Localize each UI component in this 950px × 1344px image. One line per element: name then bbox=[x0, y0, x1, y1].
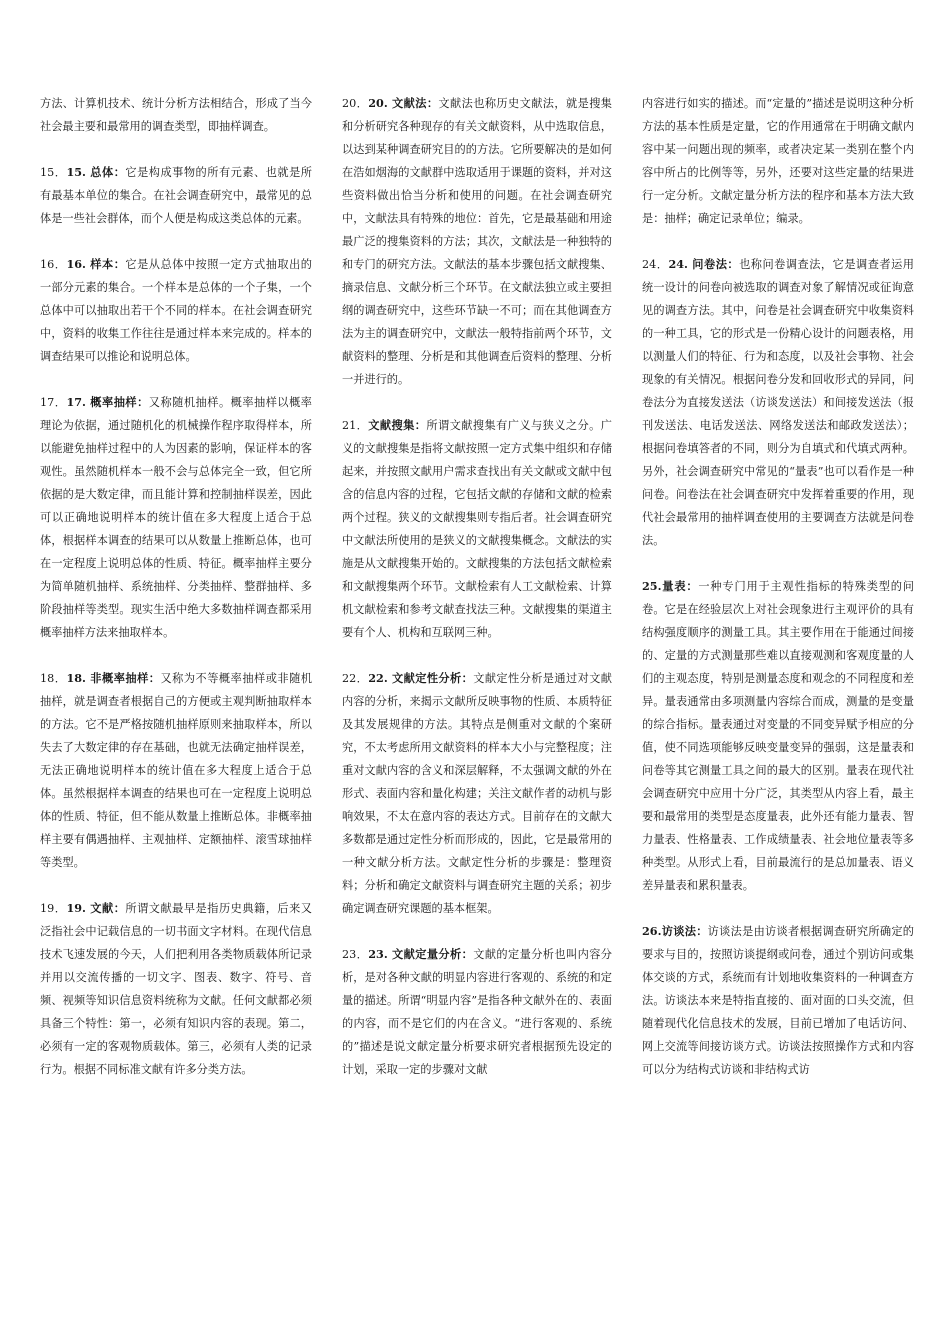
entry-number: 21． bbox=[342, 419, 369, 432]
entry-text: 它是构成事物的所有元素、也就是所有最基本单位的集合。在社会调查研究中，最常见的总体是一些社会群体，而个人便是构成这类总体的元素。 bbox=[40, 166, 312, 225]
entry-continued-text bbox=[40, 92, 312, 138]
entry-term: 15. 总体： bbox=[66, 165, 126, 179]
entry-scale bbox=[642, 575, 914, 897]
entry-text: 又称为不等概率抽样或非随机抽样，就是调查者根据自己的方便或主观判断抽取样本的方法。它不是严格按随机抽样原则来抽取样本，所以失去了大数定律的存在基础，也就无法确定抽样误差，无法正确地说明样本的统计值在多大程度上适合于总体。虽然根据样本调查的结果也可在一定程度上说明总体的性质、特征，但不能从数量上推断总体。非概率抽样主要有偶遇抽样、主观抽样、定额抽样、滚雪球抽样等类型。 bbox=[40, 672, 312, 869]
entry-text: 所谓文献搜集有广义与狭义之分。广义的文献搜集是指将文献按照一定方式集中组织和存储起来，并按照文献用户需求查找出有关文献或文献中包含的信息内容的过程，它包括文献的存储和文献的检索两个过程。狭义的文献搜集则专指后者。社会调查研究中文献法所使用的是狭义的文献搜集概念。文献法的实施是从文献搜集开始的。文献搜集的方法包括文献检索和文献搜集两个环节。文献检索有人工文献检索、计算机文献检索和参考文献查找法三种。文献搜集的渠道主要有个人、机构和互联网三种。 bbox=[342, 419, 612, 639]
entry-term: 25.量表： bbox=[642, 579, 699, 593]
entry-sample bbox=[40, 253, 312, 368]
entry-number: 22． bbox=[342, 672, 369, 685]
entry-text: 一种专门用于主观性指标的特殊类型的问卷。它是在经验层次上对社会现象进行主观评价的具有结构强度顺序的测量工具。其主要作用在于能通过间接的、定量的方式测量那些难以直接观测和客观度量的人们的主观态度，特别是测量态度和观念的不同程度和差异。量表通常由多项测量内容综合而成，测量的是变量的综合指标。量表通过对变量的不同变异赋予相应的分值，使不同选项能够反映变量变异的强弱，这是量表和问卷等其它测量工具之间的最大的区别。量表在现代社会调查研究中应用十分广泛，其类型从内容上看，最主要和最常用的类型是态度量表，此外还有能力量表、智力量表、性格量表、工作成绩量表、社会地位量表等多种类型。从形式上看，目前最流行的是总加量表、语义差异量表和累积量表。 bbox=[642, 580, 914, 892]
entry-text: 内容进行如实的描述。而“定量的”描述是说明这种分析方法的基本性质是定量，它的作用通常在于明确文献内容中某一问题出现的频率，或者决定某一类别在整个内容中所占的比例等等，另外，还要对这些定量的结果进行一定分析。文献定量分析方法的程序和基本方法大致是：抽样；确定记录单位；编录。 bbox=[642, 97, 914, 225]
entry-number: 18． bbox=[40, 672, 67, 685]
entry-interview-method bbox=[642, 920, 914, 1081]
entry-text: 又称随机抽样。概率抽样以概率理论为依据，通过随机化的机械操作程序取得样本，所以能避免抽样过程中的人为因素的影响，保证样本的客观性。虽然随机样本一般不会与总体完全一致，但它所依据的是大数定律，而且能计算和控制抽样误差，因此可以正确地说明样本的统计值在多大程度上适合于总体，根据样本调查的结果可以从数量上推断总体，也可在一定程度上说明总体的性质、特征。概率抽样主要分为简单随机抽样、系统抽样、分类抽样、整群抽样、多阶段抽样等类型。现实生活中绝大多数抽样调查都采用概率抽样方法来抽取样本。 bbox=[40, 396, 312, 639]
entry-term: 20. 文献法： bbox=[368, 96, 439, 110]
entry-qualitative-analysis bbox=[342, 667, 612, 920]
entry-non-probability-sampling bbox=[40, 667, 312, 874]
column-middle bbox=[342, 92, 612, 1104]
entry-text: 所谓文献最早是指历史典籍，后来又泛指社会中记载信息的一切书面文字材料。在现代信息技术飞速发展的今天，人们把利用各类物质载体所记录并用以交流传播的一切文字、图表、数字、符号、音频、视频等知识信息资料统称为文献。任何文献都必须具备三个特性：第一，必须有知识内容的表现。第二，必须有一定的客观物质载体。第三，必须有人类的记录行为。根据不同标准文献有许多分类方法。 bbox=[40, 902, 312, 1076]
entry-term: 23. 文献定量分析： bbox=[368, 947, 474, 961]
entry-number: 17． bbox=[40, 396, 67, 409]
entry-number: 15． bbox=[40, 166, 67, 179]
entry-questionnaire-method bbox=[642, 253, 914, 552]
entry-literature-method bbox=[342, 92, 612, 391]
entry-term: 17. 概率抽样： bbox=[66, 395, 149, 409]
entry-text: 文献的定量分析也叫内容分析，是对各种文献的明显内容进行客观的、系统的和定量的描述。所谓“明显内容”是指各种文献外在的、表面的内容，而不是它们的内在含义。“进行客观的、系统的”描述是说文献定量分析要求研究者根据预先设定的计划，采取一定的步骤对文献 bbox=[342, 948, 612, 1076]
entry-term: 19. 文献： bbox=[66, 901, 126, 915]
entry-term: 26.访谈法： bbox=[642, 924, 708, 938]
entry-number: 24． bbox=[642, 258, 669, 271]
entry-literature bbox=[40, 897, 312, 1081]
entry-continued-text bbox=[642, 92, 914, 230]
entry-text: 文献法也称历史文献法，就是搜集和分析研究各种现存的有关文献资料，从中选取信息，以达到某种调查研究目的的方法。它所要解决的是如何在浩如烟海的文献群中选取适用于课题的资料，并对这些资料做出恰当分析和使用的问题。在社会调查研究中，文献法具有特殊的地位：首先，它是最基础和用途最广泛的搜集资料的方法；其次，文献法是一种独特的和专门的研究方法。文献法的基本步骤包括文献搜集、摘录信息、文献分析三个环节。在文献法独立或主要担纲的调查研究中，这些环节缺一不可；而在其他调查方法为主的调查研究中，文献法一般特指前两个环节，文献资料的整理、分析是和其他调查后资料的整理、分析一并进行的。 bbox=[342, 97, 612, 386]
entry-probability-sampling bbox=[40, 391, 312, 644]
entry-number: 16． bbox=[40, 258, 67, 271]
entry-total-population bbox=[40, 161, 312, 230]
entry-number: 20． bbox=[342, 97, 369, 110]
entry-text: 访谈法是由访谈者根据调查研究所确定的要求与目的，按照访谈提纲或问卷，通过个别访问或集体交谈的方式，系统而有计划地收集资料的一种调查方法。访谈法本来是特指直接的、面对面的口头交流，但随着现代化信息技术的发展，目前已增加了电话访问、网上交流等间接访谈方式。访谈法按照操作方式和内容可以分为结构式访谈和非结构式访 bbox=[642, 925, 914, 1076]
column-left bbox=[40, 92, 312, 1104]
entry-text: 它是从总体中按照一定方式抽取出的一部分元素的集合。一个样本是总体的一个子集，一个总体中可以抽取出若干个不同的样本。在社会调查研究中，资料的收集工作往往是通过样本来完成的。样本的调查结果可以推论和说明总体。 bbox=[40, 258, 312, 363]
entry-text: 也称问卷调查法，它是调查者运用统一设计的问卷向被选取的调查对象了解情况或征询意见的调查方法。其中，问卷是社会调查研究中收集资料的一种工具，它的形式是一份精心设计的问题表格，用以测量人们的特征、行为和态度，以及社会事物、社会现象的有关情况。根据问卷分发和回收形式的异同，问卷法分为直接发送法（访谈发送法）和间接发送法（报刊发送法、电话发送法、网络发送法和邮政发送法）；根据问卷填答者的不同，则分为自填式和代填式两种。另外，社会调查研究中常见的“量表”也可以看作是一种问卷。问卷法在社会调查研究中发挥着重要的作用，现代社会最常用的抽样调查使用的主要调查方法就是问卷法。 bbox=[642, 258, 914, 547]
entry-text: 方法、计算机技术、统计分析方法相结合，形成了当今社会最主要和最常用的调查类型，即抽样调查。 bbox=[40, 97, 312, 133]
entry-literature-collection bbox=[342, 414, 612, 644]
entry-number: 23． bbox=[342, 948, 369, 961]
column-right bbox=[642, 92, 914, 1104]
entry-term: 24. 问卷法： bbox=[668, 257, 740, 271]
entry-quantitative-analysis bbox=[342, 943, 612, 1081]
entry-term: 16. 样本： bbox=[66, 257, 126, 271]
entry-term: 22. 文献定性分析： bbox=[368, 671, 474, 685]
entry-term: 18. 非概率抽样： bbox=[66, 671, 161, 685]
entry-term: 文献搜集： bbox=[368, 418, 427, 432]
entry-number: 19． bbox=[40, 902, 67, 915]
entry-text: 文献定性分析是通过对文献内容的分析，来揭示文献所反映事物的性质、本质特征及其发展规律的方法。其特点是侧重对文献的个案研究，不太考虑所用文献资料的样本大小与完整程度；注重对文献内容的含义和深层解释，不太强调文献的外在形式、表面内容和量化构建；关注文献作者的动机与影响效果，不太在意内容的表达方式。目前存在的文献大多数都是通过定性分析而形成的，因此，它是最常用的一种文献分析方法。文献定性分析的步骤是：整理资料；分析和确定文献资料与调查研究主题的关系；初步确定调查研究课题的基本框架。 bbox=[342, 672, 612, 915]
